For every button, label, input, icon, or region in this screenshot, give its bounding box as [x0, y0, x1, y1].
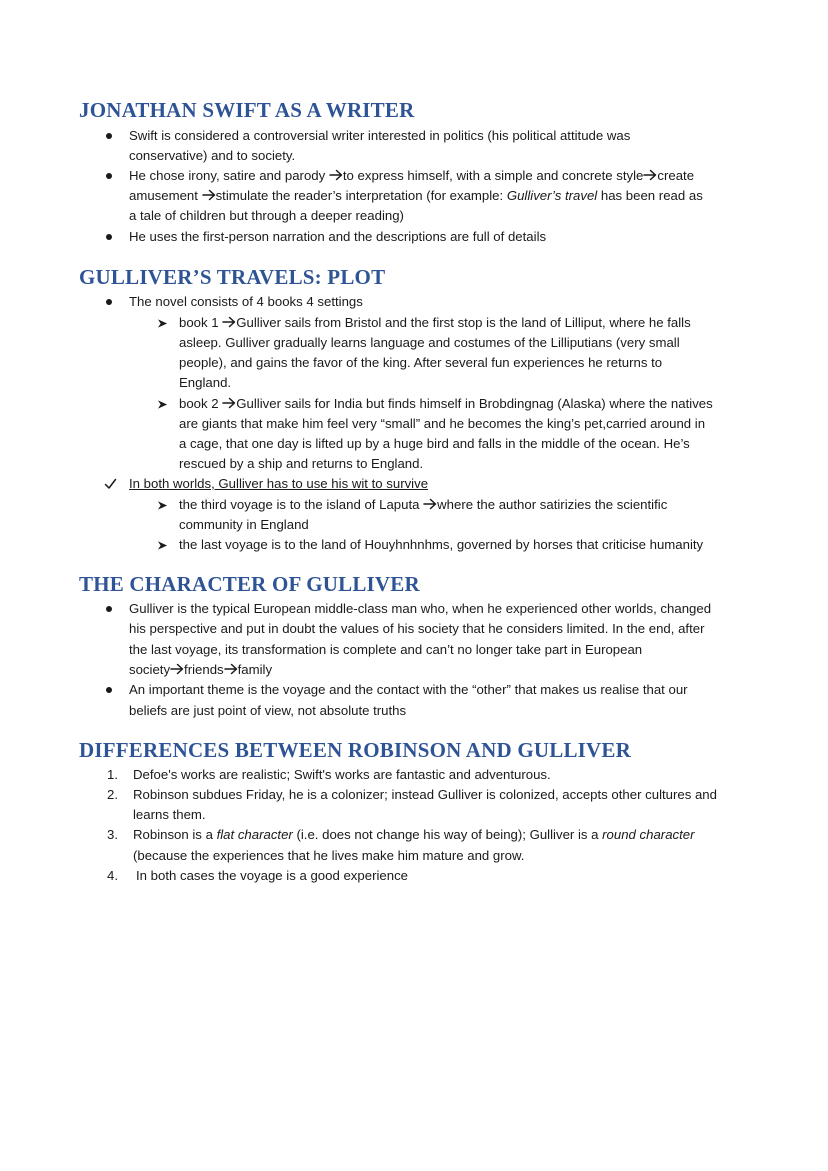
paragraph-line: a cage, that one day is lifted up by a huge bird and falls in the middle of the ocean. He’s	[179, 436, 690, 451]
paragraph-line: a tale of children but through a deeper reading)	[129, 208, 404, 223]
list-item: learns them.	[133, 807, 206, 822]
paragraph-line: are giants that make him feel very “small” and he becomes the king’s pet,carried around in	[179, 416, 706, 431]
paragraph-line: amusement stimulate the reader’s interpretation (for example: Gulliver’s travel has been read as	[129, 188, 703, 203]
list-item: Robinson is a flat character (i.e. does not change his way of being); Gulliver is a round character	[133, 827, 695, 842]
arrow-right-icon	[329, 169, 343, 181]
section-heading: GULLIVER’S TRAVELS: PLOT	[79, 265, 386, 289]
list-number: 2.	[107, 787, 118, 802]
paragraph-line: the last voyage, its transformation is complete and can’t no longer take part in European	[129, 642, 643, 657]
paragraph-line: the last voyage is to the land of Houyhnhnhms, governed by horses that criticise humanity	[179, 537, 704, 552]
list-item: Defoe's works are realistic; Swift's works are fantastic and adventurous.	[133, 767, 551, 782]
sub-bullet-arrow-icon	[157, 540, 168, 551]
section-heading: THE CHARACTER OF GULLIVER	[79, 572, 420, 596]
paragraph-line: book 1 Gulliver sails from Bristol and the first stop is the land of Lilliput, where he falls	[179, 315, 691, 330]
arrow-right-icon	[170, 663, 184, 675]
list-number: 3.	[107, 827, 118, 842]
paragraph-line: The novel consists of 4 books 4 settings	[129, 294, 363, 309]
underlined-statement: In both worlds, Gulliver has to use his wit to survive	[129, 476, 429, 491]
paragraph-line: community in England	[179, 517, 309, 532]
list-number: 1.	[107, 767, 118, 782]
list-item: Robinson subdues Friday, he is a colonizer; instead Gulliver is colonized, accepts other cultures and	[133, 787, 717, 802]
arrow-right-icon	[643, 169, 657, 181]
section-heading: DIFFERENCES BETWEEN ROBINSON AND GULLIVER	[79, 738, 631, 762]
paragraph-line: rescued by a ship and returns to England.	[179, 456, 424, 471]
paragraph-line: conservative) and to society.	[129, 148, 296, 163]
arrow-right-icon	[202, 189, 216, 201]
section-heading: JONATHAN SWIFT AS A WRITER	[79, 98, 415, 122]
bullet-icon	[106, 687, 112, 693]
paragraph-line: An important theme is the voyage and the contact with the “other” that makes us realise that our	[129, 682, 688, 697]
paragraph-line: book 2 Gulliver sails for India but finds himself in Brobdingnag (Alaska) where the natives	[179, 396, 713, 411]
paragraph-line: beliefs are just point of view, not absolute truths	[129, 703, 407, 718]
paragraph-line: England.	[179, 375, 232, 390]
arrow-right-icon	[423, 498, 437, 510]
arrow-right-icon	[224, 663, 238, 675]
paragraph-line: society friends family	[129, 662, 273, 677]
sub-bullet-arrow-icon	[157, 399, 168, 410]
arrow-right-icon	[222, 316, 236, 328]
list-number: 4.	[107, 868, 118, 883]
sub-bullet-arrow-icon	[157, 318, 168, 329]
bullet-icon	[106, 133, 112, 139]
list-item: In both cases the voyage is a good experience	[136, 868, 408, 883]
paragraph-line: people), and gains the favor of the king. After several fun experiences he returns to	[179, 355, 663, 370]
paragraph-line: his perspective and put in doubt the values of his society that he considers limited. In the end, after	[129, 621, 705, 636]
arrow-right-icon	[222, 397, 236, 409]
paragraph-line: asleep. Gulliver gradually learns language and costumes of the Lilliputians (very small	[179, 335, 680, 350]
paragraph-line: Swift is considered a controversial writer interested in politics (his political attitude was	[129, 128, 631, 143]
sub-bullet-arrow-icon	[157, 500, 168, 511]
list-item: (because the experiences that he lives make him mature and grow.	[133, 848, 525, 863]
paragraph-line: the third voyage is to the island of Laputa where the author satirizies the scientific	[179, 497, 668, 512]
paragraph-line: He chose irony, satire and parody to express himself, with a simple and concrete style create	[129, 168, 695, 183]
checkmark-icon	[104, 478, 117, 490]
bullet-icon	[106, 299, 112, 305]
bullet-icon	[106, 234, 112, 240]
paragraph-line: He uses the first-person narration and the descriptions are full of details	[129, 229, 547, 244]
bullet-icon	[106, 173, 112, 179]
bullet-icon	[106, 606, 112, 612]
paragraph-line: Gulliver is the typical European middle-class man who, when he experienced other worlds, changed	[129, 601, 712, 616]
